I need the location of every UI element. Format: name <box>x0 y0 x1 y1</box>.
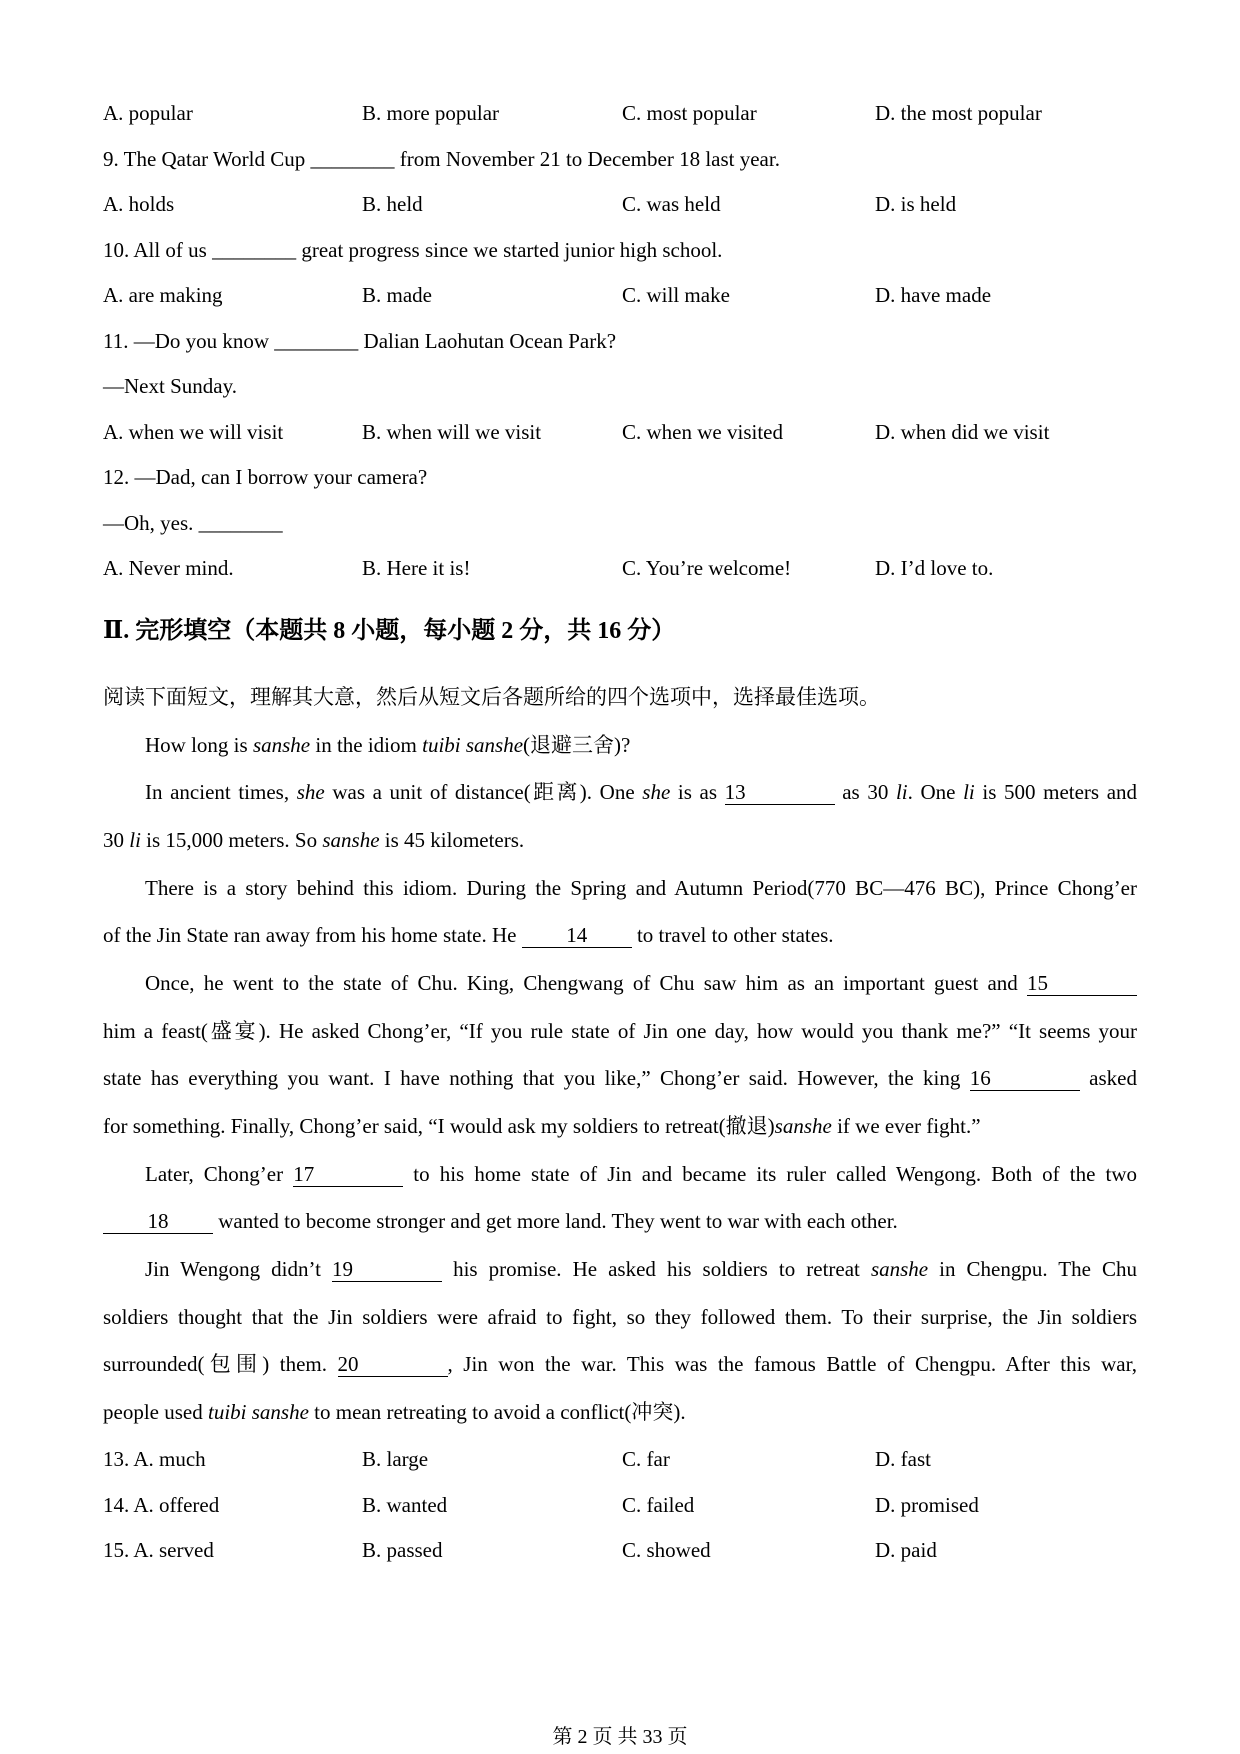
cloze-passage <box>103 722 1137 1437</box>
option-d: D. promised <box>875 1492 979 1517</box>
text-segment: wanted to become stronger and get more land. They went to war with each other. <box>213 1209 898 1234</box>
text-segment: sanshe <box>774 1114 832 1138</box>
passage-line <box>103 722 1137 770</box>
option-d: D. the most popular <box>875 101 1042 125</box>
grammar-mcq-section <box>103 91 1137 592</box>
option-c: C. showed <box>622 1538 711 1563</box>
section-2-title: Ⅱ. 完形填空（本题共 8 小题，每小题 2 分，共 16 分） <box>103 617 676 644</box>
text-segment: sanshe <box>322 827 380 852</box>
passage-line <box>103 960 1137 1008</box>
text-segment: In ancient times, <box>145 780 297 805</box>
cloze-blank-15: 15 <box>1027 971 1137 996</box>
passage-line <box>103 1294 1137 1342</box>
cloze-blank-14: 14 <box>522 923 632 948</box>
text-segment: li <box>129 827 141 852</box>
text-segment: asked <box>1079 1066 1137 1091</box>
text-segment: in the idiom <box>310 732 423 757</box>
option-b: B. made <box>362 283 432 307</box>
option-a: A. holds <box>103 192 175 216</box>
text-segment: she <box>296 780 325 805</box>
text-segment: to travel to other states. <box>631 923 834 948</box>
text-segment: How long is <box>145 732 253 757</box>
options-row-q14 <box>103 1483 1137 1529</box>
option-b: B. large <box>362 1446 429 1471</box>
passage-line <box>103 1055 1137 1103</box>
text-segment: was a unit of distance(距离). One <box>324 780 643 805</box>
text-segment: , Jin won the war. This was the famous Battle of Chengpu. After this war, <box>447 1352 1137 1377</box>
option-c: C. far <box>622 1446 670 1471</box>
options-row-q11 <box>103 410 1137 456</box>
page-content <box>103 0 1137 1574</box>
text-segment: is 15,000 meters. So <box>140 827 323 852</box>
cloze-blank-19: 19 <box>332 1257 442 1282</box>
question-12-answer-line: —Oh, yes. ________ <box>103 510 283 535</box>
text-segment: as 30 <box>834 780 896 805</box>
options-row-q8 <box>103 91 1137 137</box>
option-b: B. held <box>362 192 423 216</box>
passage-line <box>103 1341 1137 1389</box>
text-segment: state has everything you want. I have nothing that you like,” Chong’er said. However, the king <box>103 1066 970 1091</box>
text-segment: of the Jin State ran away from his home state. He <box>103 923 522 948</box>
passage-line <box>103 817 1137 865</box>
text-segment: sanshe <box>870 1257 929 1282</box>
option-c: C. failed <box>622 1492 695 1517</box>
option-d: D. when did we visit <box>875 419 1050 444</box>
option-a: 13. A. much <box>103 1446 206 1471</box>
text-segment: she <box>642 780 671 805</box>
option-b: B. wanted <box>362 1492 448 1517</box>
option-d: D. paid <box>875 1538 937 1563</box>
text-segment: Later, Chong’er <box>145 1161 294 1186</box>
text-segment: soldiers thought that the Jin soldiers were afraid to fight, so they followed them. To their surprise, the Jin soldiers <box>103 1304 1137 1329</box>
question-10: 10. All of us ________ great progress since we started junior high school. <box>103 237 723 262</box>
option-d: D. fast <box>875 1446 931 1471</box>
text-segment: li <box>895 780 908 805</box>
question-9: 9. The Qatar World Cup ________ from November 21 to December 18 last year. <box>103 146 780 171</box>
text-segment: is 45 kilometers. <box>379 827 525 852</box>
option-a: A. are making <box>103 283 223 307</box>
passage-line <box>103 1151 1137 1199</box>
section-2-instruction: 阅读下面短文，理解其大意，然后从短文后各题所给的四个选项中，选择最佳选项。 <box>103 684 880 709</box>
option-b: B. Here it is! <box>362 556 471 580</box>
text-segment: li <box>963 780 975 805</box>
cloze-blank-13: 13 <box>725 780 835 805</box>
options-row-q12 <box>103 546 1137 592</box>
options-row-q9 <box>103 182 1137 228</box>
text-segment: him a feast(盛宴). He asked Chong’er, “If you rule state of Jin one day, how would you thank me?” “It seems your <box>103 1018 1137 1043</box>
cloze-blank-17: 17 <box>293 1162 403 1187</box>
option-c: C. when we visited <box>622 419 783 444</box>
page-number-footer: 第 2 页 共 33 页 <box>552 1726 688 1748</box>
option-d: D. I’d love to. <box>875 556 994 580</box>
option-b: B. when will we visit <box>362 419 542 444</box>
question-11-answer-line: —Next Sunday. <box>103 374 237 398</box>
text-segment: tuibi sanshe <box>422 732 524 757</box>
option-c: C. You’re welcome! <box>622 556 792 580</box>
text-segment: people used <box>103 1400 208 1425</box>
option-a: A. popular <box>103 101 193 125</box>
option-a: 15. A. served <box>103 1538 214 1563</box>
text-segment: his promise. He asked his soldiers to retreat <box>442 1257 871 1282</box>
option-c: C. will make <box>622 283 730 307</box>
passage-line <box>103 1103 1137 1151</box>
option-d: D. is held <box>875 192 957 216</box>
options-row-q13 <box>103 1437 1137 1483</box>
cloze-blank-16: 16 <box>970 1066 1080 1091</box>
options-row-q15 <box>103 1528 1137 1574</box>
passage-line <box>103 865 1137 913</box>
text-segment: (退避三舍)? <box>523 732 631 757</box>
option-d: D. have made <box>875 283 992 307</box>
passage-line <box>103 1008 1137 1056</box>
question-12: 12. —Dad, can I borrow your camera? <box>103 465 428 489</box>
text-segment: Once, he went to the state of Chu. King, Chengwang of Chu saw him as an important guest and <box>145 970 1027 995</box>
text-segment: There is a story behind this idiom. During the Spring and Autumn Period(770 BC—476 BC), Prince Chong’er <box>145 875 1137 900</box>
passage-line <box>103 1246 1137 1294</box>
text-segment: to mean retreating to avoid a conflict(冲突). <box>308 1400 686 1425</box>
cloze-options-section <box>103 1437 1137 1574</box>
passage-line <box>103 912 1137 960</box>
passage-line <box>103 769 1137 817</box>
text-segment: surrounded(包围) them. <box>103 1352 338 1377</box>
text-segment: . One <box>907 780 964 805</box>
text-segment: 30 <box>103 827 130 852</box>
text-segment: Jin Wengong didn’t <box>145 1257 333 1282</box>
text-segment: is as <box>670 780 725 805</box>
text-segment: if we ever fight.” <box>831 1114 981 1138</box>
passage-line <box>103 1389 1137 1437</box>
text-segment: tuibi sanshe <box>207 1400 309 1425</box>
option-a: A. Never mind. <box>103 556 234 580</box>
text-segment: for something. Finally, Chong’er said, “I would ask my soldiers to retreat(撤退) <box>103 1114 775 1138</box>
text-segment: is 500 meters and <box>974 780 1138 805</box>
passage-line <box>103 1198 1137 1246</box>
text-segment: sanshe <box>252 732 311 757</box>
option-a: 14. A. offered <box>103 1492 220 1517</box>
cloze-blank-18: 18 <box>103 1209 213 1234</box>
option-c: C. most popular <box>622 101 757 125</box>
cloze-blank-20: 20 <box>338 1352 448 1377</box>
question-11: 11. —Do you know ________ Dalian Laohutan Ocean Park? <box>103 328 617 353</box>
options-row-q10 <box>103 273 1137 319</box>
text-segment: in Chengpu. The Chu <box>928 1257 1137 1282</box>
option-c: C. was held <box>622 192 721 216</box>
option-a: A. when we will visit <box>103 419 284 444</box>
option-b: B. more popular <box>362 101 500 125</box>
option-b: B. passed <box>362 1538 443 1563</box>
text-segment: to his home state of Jin and became its ruler called Wengong. Both of the two <box>403 1161 1137 1186</box>
